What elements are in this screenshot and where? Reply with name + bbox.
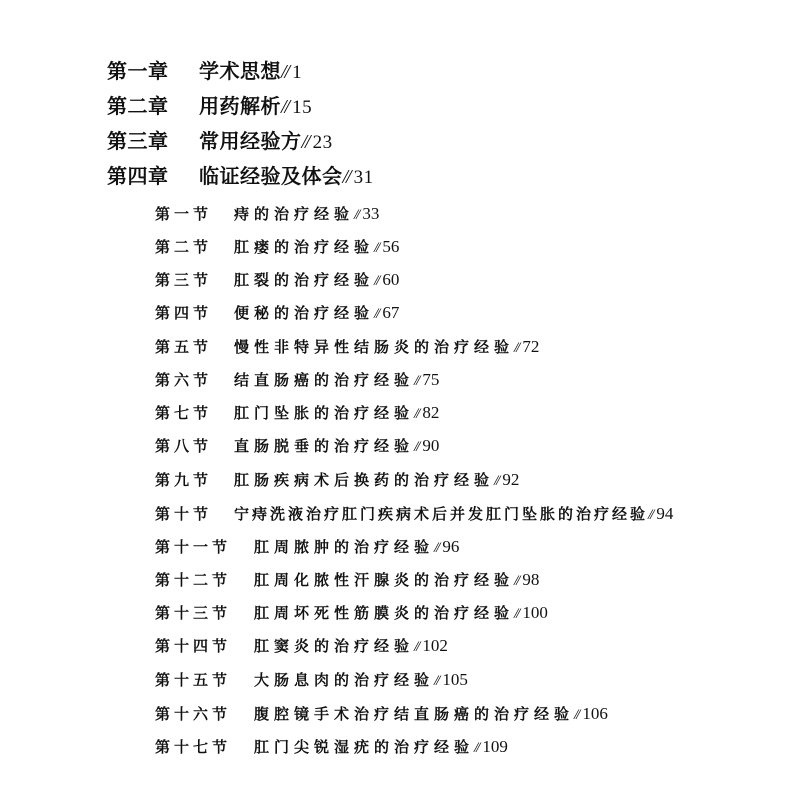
toc-section-12 bbox=[155, 571, 539, 589]
toc-chapter-1 bbox=[107, 61, 302, 82]
page-number: 106 bbox=[582, 704, 608, 723]
section-number: 第三节 bbox=[155, 271, 213, 289]
page-number: 1 bbox=[292, 62, 303, 83]
section-number: 第七节 bbox=[155, 404, 213, 422]
toc-section-15 bbox=[155, 671, 468, 689]
page-separator: // bbox=[514, 606, 519, 622]
toc-section-6 bbox=[155, 371, 439, 389]
toc-section-5 bbox=[155, 338, 539, 356]
page-number: 100 bbox=[522, 603, 548, 622]
section-title: 肛瘘的治疗经验 bbox=[234, 238, 375, 256]
section-title: 肛裂的治疗经验 bbox=[234, 271, 375, 289]
section-number: 第十四节 bbox=[155, 637, 232, 655]
section-number: 第八节 bbox=[155, 437, 213, 455]
page-number: 67 bbox=[382, 303, 400, 322]
section-number: 第一节 bbox=[155, 205, 213, 223]
page-separator: // bbox=[414, 406, 419, 422]
section-title: 腹腔镜手术治疗结直肠癌的治疗经验 bbox=[254, 705, 575, 723]
toc-section-1 bbox=[155, 205, 379, 223]
page-number: 23 bbox=[312, 132, 333, 153]
section-number: 第四节 bbox=[155, 304, 213, 322]
page-number: 33 bbox=[362, 204, 380, 223]
section-title: 大肠息肉的治疗经验 bbox=[254, 671, 435, 689]
page-separator: // bbox=[374, 273, 379, 289]
page-separator: // bbox=[414, 639, 419, 655]
section-title: 肛周坏死性筋膜炎的治疗经验 bbox=[254, 604, 515, 622]
section-title: 宁痔洗液治疗肛门疾病术后并发肛门坠胀的治疗经验 bbox=[234, 505, 649, 523]
section-title: 慢性非特异性结肠炎的治疗经验 bbox=[234, 338, 515, 356]
page-separator: // bbox=[414, 373, 419, 389]
toc-section-16 bbox=[155, 705, 608, 723]
page-separator: // bbox=[281, 96, 289, 118]
page-separator: // bbox=[354, 207, 359, 223]
page-number: 92 bbox=[502, 470, 520, 489]
page-number: 60 bbox=[382, 270, 400, 289]
toc-section-10 bbox=[155, 505, 673, 523]
section-number: 第十七节 bbox=[155, 738, 232, 756]
chapter-title: 临证经验及体会 bbox=[199, 164, 343, 188]
section-title: 结直肠癌的治疗经验 bbox=[234, 371, 415, 389]
page-separator: // bbox=[474, 740, 479, 756]
section-title: 肛周化脓性汗腺炎的治疗经验 bbox=[254, 571, 515, 589]
section-title: 肛周脓肿的治疗经验 bbox=[254, 538, 435, 556]
section-number: 第十五节 bbox=[155, 671, 232, 689]
section-number: 第十节 bbox=[155, 505, 213, 523]
chapter-title: 学术思想 bbox=[199, 59, 281, 83]
page-separator: // bbox=[514, 340, 519, 356]
page-number: 98 bbox=[522, 570, 540, 589]
toc-section-4 bbox=[155, 304, 399, 322]
toc-chapter-2 bbox=[107, 96, 312, 117]
section-title: 痔的治疗经验 bbox=[234, 205, 355, 223]
section-number: 第九节 bbox=[155, 471, 213, 489]
section-title: 便秘的治疗经验 bbox=[234, 304, 375, 322]
section-number: 第十三节 bbox=[155, 604, 232, 622]
page-separator: // bbox=[414, 439, 419, 455]
page-separator: // bbox=[374, 240, 379, 256]
page-separator: // bbox=[514, 573, 519, 589]
section-number: 第十一节 bbox=[155, 538, 232, 556]
page-separator: // bbox=[574, 707, 579, 723]
page-separator: // bbox=[648, 507, 653, 523]
page-number: 105 bbox=[442, 670, 468, 689]
section-number: 第十六节 bbox=[155, 705, 232, 723]
toc-chapter-4 bbox=[107, 166, 374, 187]
page-number: 90 bbox=[422, 436, 440, 455]
section-title: 直肠脱垂的治疗经验 bbox=[234, 437, 415, 455]
toc-section-14 bbox=[155, 637, 448, 655]
toc-section-9 bbox=[155, 471, 519, 489]
section-number: 第六节 bbox=[155, 371, 213, 389]
page-number: 31 bbox=[353, 167, 374, 188]
section-title: 肛门尖锐湿疣的治疗经验 bbox=[254, 738, 475, 756]
toc-chapter-3 bbox=[107, 131, 333, 152]
toc-section-17 bbox=[155, 738, 508, 756]
page-separator: // bbox=[494, 473, 499, 489]
toc-section-8 bbox=[155, 437, 439, 455]
page-separator: // bbox=[374, 306, 379, 322]
page-separator: // bbox=[342, 166, 350, 188]
page-number: 94 bbox=[656, 504, 674, 523]
page-number: 102 bbox=[422, 636, 448, 655]
page-number: 56 bbox=[382, 237, 400, 256]
toc-section-2 bbox=[155, 238, 399, 256]
page-number: 109 bbox=[482, 737, 508, 756]
section-number: 第十二节 bbox=[155, 571, 232, 589]
page-number: 82 bbox=[422, 403, 440, 422]
toc-section-13 bbox=[155, 604, 548, 622]
section-title: 肛窦炎的治疗经验 bbox=[254, 637, 415, 655]
page-number: 15 bbox=[292, 97, 313, 118]
chapter-number: 第四章 bbox=[107, 164, 169, 188]
chapter-number: 第一章 bbox=[107, 59, 169, 83]
page-separator: // bbox=[281, 61, 289, 83]
page-separator: // bbox=[434, 673, 439, 689]
page-separator: // bbox=[434, 540, 439, 556]
section-number: 第二节 bbox=[155, 238, 213, 256]
section-number: 第五节 bbox=[155, 338, 213, 356]
page-number: 96 bbox=[442, 537, 460, 556]
toc-section-3 bbox=[155, 271, 399, 289]
chapter-title: 常用经验方 bbox=[199, 129, 302, 153]
chapter-number: 第三章 bbox=[107, 129, 169, 153]
page-separator: // bbox=[301, 131, 309, 153]
page-number: 75 bbox=[422, 370, 440, 389]
toc-section-7 bbox=[155, 404, 439, 422]
page-number: 72 bbox=[522, 337, 540, 356]
toc-section-11 bbox=[155, 538, 459, 556]
chapter-title: 用药解析 bbox=[199, 94, 281, 118]
chapter-number: 第二章 bbox=[107, 94, 169, 118]
section-title: 肛门坠胀的治疗经验 bbox=[234, 404, 415, 422]
section-title: 肛肠疾病术后换药的治疗经验 bbox=[234, 471, 495, 489]
